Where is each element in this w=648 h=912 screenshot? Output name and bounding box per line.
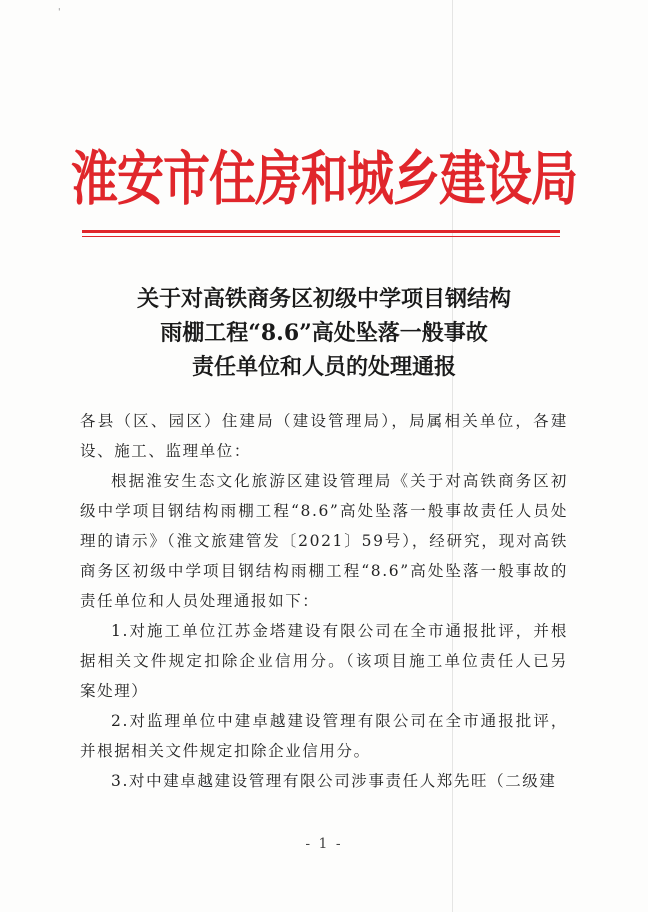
title-line-1: 关于对高铁商务区初级中学项目钢结构 (136, 286, 511, 312)
item-2-paragraph: 2.对监理单位中建卓越建设管理有限公司在全市通报批评，并根据相关文件规定扣除企业信用分。 (80, 712, 568, 760)
item-1-paragraph: 1.对施工单位江苏金塔建设有限公司在全市通报批评，并根据相关文件规定扣除企业信用分。（该项目施工单位责任人已另案处理） (80, 622, 568, 700)
page-number: - 1 - (305, 836, 343, 852)
document-body (80, 406, 568, 796)
title-line-2: 雨棚工程“8.6”高处坠落一般事故 (160, 320, 488, 346)
title-line-3: 责任单位和人员的处理通报 (191, 354, 456, 380)
scan-corner-mark: ' (58, 8, 61, 18)
header-red-rule (82, 230, 560, 233)
addressee-paragraph: 各县（区、园区）住建局（建设管理局），局属相关单位，各建设、施工、监理单位： (80, 412, 568, 460)
intro-paragraph: 根据淮安生态文化旅游区建设管理局《关于对高铁商务区初级中学项目钢结构雨棚工程“8.6”高处坠落一般事故责任人员处理的请示》（淮文旅建管发〔2021〕59号），经研究，现对高铁商务区初级中学项目钢结构雨棚工程“8.6”高处坠落一般事故的责任单位和人员处理通报如下： (80, 472, 568, 610)
item-3-paragraph: 3.对中建卓越建设管理有限公司涉事责任人郑先旺（二级建 (111, 772, 557, 790)
document-title (60, 282, 588, 384)
agency-header: 淮安市住房和城乡建设局 (71, 145, 577, 214)
header-red-rule-thin (82, 236, 560, 237)
